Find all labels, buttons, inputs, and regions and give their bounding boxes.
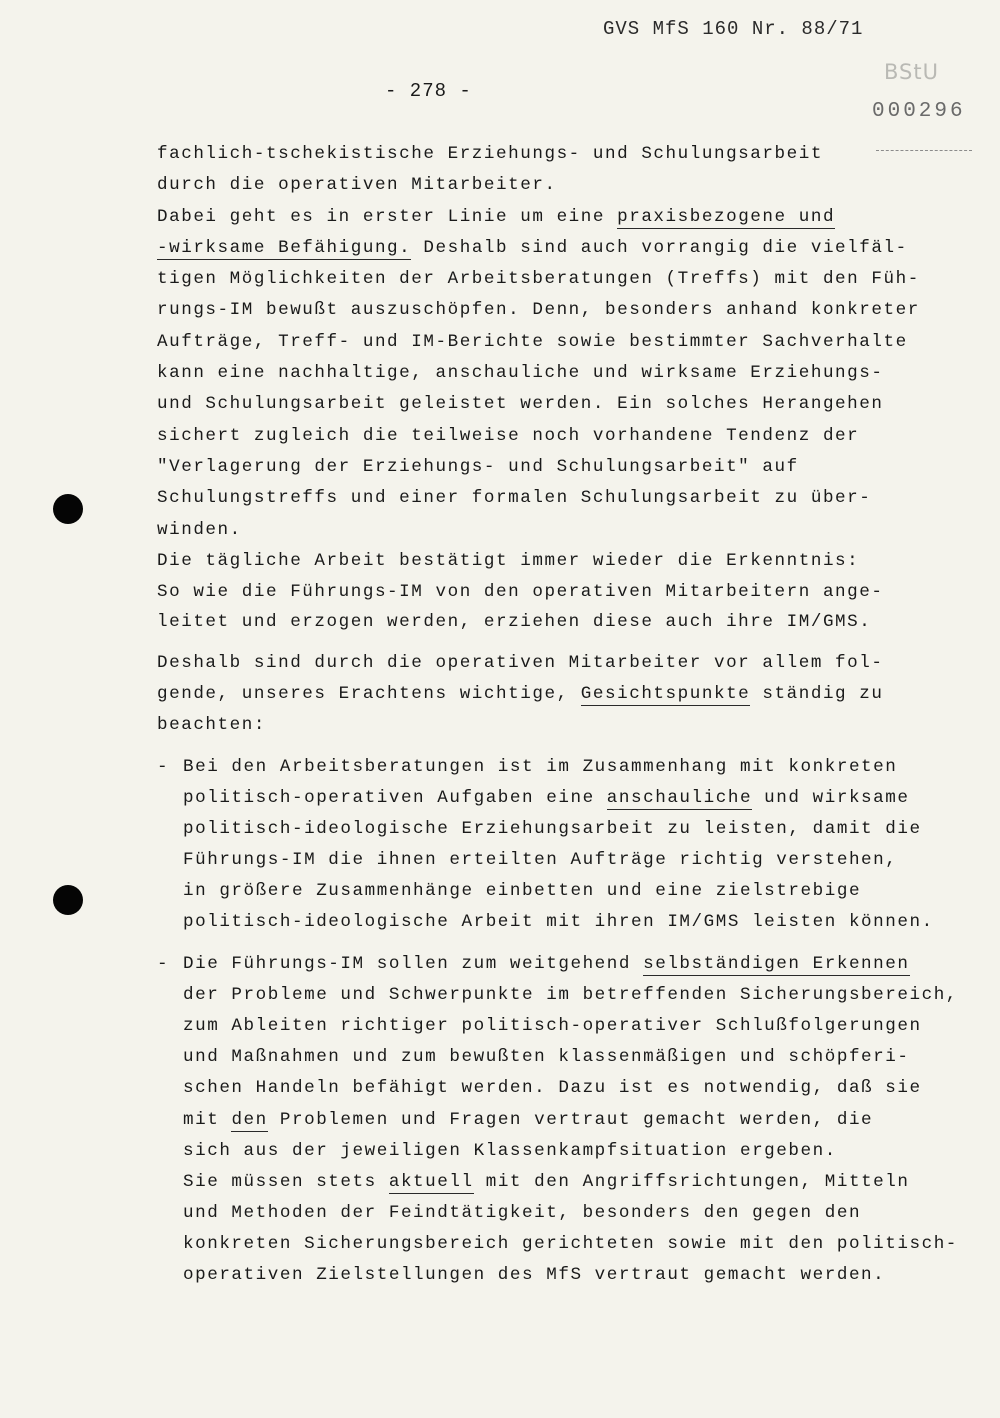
text-line: und Methoden der Feindtätigkeit, besonders den gegen den [183,1203,862,1223]
page-number: - 278 - [385,80,472,102]
text-segment: Deshalb sind auch vorrangig die vielfäl- [411,238,908,258]
punch-hole-top [53,494,83,524]
text-line: und Maßnahmen und zum bewußten klassenmäßigen und schöpferi- [183,1047,910,1067]
text-line [183,1171,910,1193]
text-line: operativen Zielstellungen des MfS vertraut gemacht werden. [183,1265,886,1285]
archive-stamp-label: BStU [884,60,939,84]
archive-stamp-number: 000296 [872,100,966,123]
underlined-text: aktuell [388,1172,474,1192]
text-line: durch die operativen Mitarbeiter. [157,175,557,195]
text-line: So wie die Führungs-IM von den operativen Mitarbeitern ange- [157,582,884,602]
text-segment: ständig zu [750,684,884,704]
text-line: Bei den Arbeitsberatungen ist im Zusammenhang mit konkreten [183,757,898,777]
text-line: der Probleme und Schwerpunkte im betreffenden Sicherungsbereich, [183,985,958,1005]
text-segment: Sie müssen stets [183,1172,389,1192]
text-line: zum Ableiten richtiger politisch-operativer Schlußfolgerungen [183,1016,922,1036]
bullet-dash: - [157,757,170,777]
text-line: schen Handeln befähigt werden. Dazu ist es notwendig, daß sie [183,1078,922,1098]
text-line: kann eine nachhaltige, anschauliche und wirksame Erziehungs- [157,363,884,383]
underlined-text: anschauliche [606,788,753,808]
underlined-text: praxisbezogene und [617,207,836,227]
text-line: leitet und erzogen werden, erziehen diese auch ihre IM/GMS. [157,612,872,632]
underlined-text: -wirksame Befähigung. [157,238,412,258]
text-segment: gende, unseres Erachtens wichtige, [157,684,581,704]
text-line: und Schulungsarbeit geleistet werden. Ein solches Herangehen [157,394,884,414]
text-line: politisch-ideologische Arbeit mit ihren IM/GMS leisten können. [183,912,934,932]
text-line: Führungs-IM die ihnen erteilten Aufträge richtig verstehen, [183,850,898,870]
document-reference: GVS MfS 160 Nr. 88/71 [603,18,864,40]
text-line: in größere Zusammenhänge einbetten und eine zielstrebige [183,881,862,901]
text-line [183,953,910,975]
text-segment: Die Führungs-IM sollen zum weitgehend [183,954,644,974]
text-line [157,683,884,705]
text-line: fachlich-tschekistische Erziehungs- und Schulungsarbeit [157,144,823,164]
text-segment: politisch-operativen Aufgaben eine [183,788,607,808]
text-line [183,787,909,809]
text-line: tigen Möglichkeiten der Arbeitsberatungen (Treffs) mit den Füh- [157,269,920,289]
text-line: rungs-IM bewußt auszuschöpfen. Denn, besonders anhand konkreter [157,300,920,320]
underlined-text: den [231,1110,268,1130]
text-line: Schulungstreffs und einer formalen Schulungsarbeit zu über- [157,488,872,508]
text-line: sichert zugleich die teilweise noch vorhandene Tendenz der [157,426,860,446]
text-line: konkreten Sicherungsbereich gerichteten sowie mit den politisch- [183,1234,958,1254]
text-line: Deshalb sind durch die operativen Mitarbeiter vor allem fol- [157,653,884,673]
text-line: Die tägliche Arbeit bestätigt immer wieder die Erkenntnis: [157,551,860,571]
text-line: "Verlagerung der Erziehungs- und Schulungsarbeit" auf [157,457,799,477]
text-line [183,1109,873,1131]
underlined-text: selbständigen Erkennen [643,954,910,974]
text-line: Aufträge, Treff- und IM-Berichte sowie bestimmter Sachverhalte [157,332,908,352]
text-segment: und wirksame [752,788,910,808]
bullet-dash: - [157,954,170,974]
text-line: sich aus der jeweiligen Klassenkampfsituation ergeben. [183,1141,837,1161]
text-segment: mit den Angriffsrichtungen, Mitteln [473,1172,910,1192]
pencil-mark [876,150,972,151]
text-segment: Problemen und Fragen vertraut gemacht werden, die [267,1110,874,1130]
text-line: beachten: [157,715,266,735]
text-line [157,206,835,228]
text-segment: mit [183,1110,232,1130]
underlined-text: Gesichtspunkte [580,684,751,704]
punch-hole-bottom [53,885,83,915]
text-segment: Dabei geht es in erster Linie um eine [157,207,618,227]
text-line: politisch-ideologische Erziehungsarbeit zu leisten, damit die [183,819,922,839]
text-line: winden. [157,520,242,540]
text-line [157,237,908,259]
